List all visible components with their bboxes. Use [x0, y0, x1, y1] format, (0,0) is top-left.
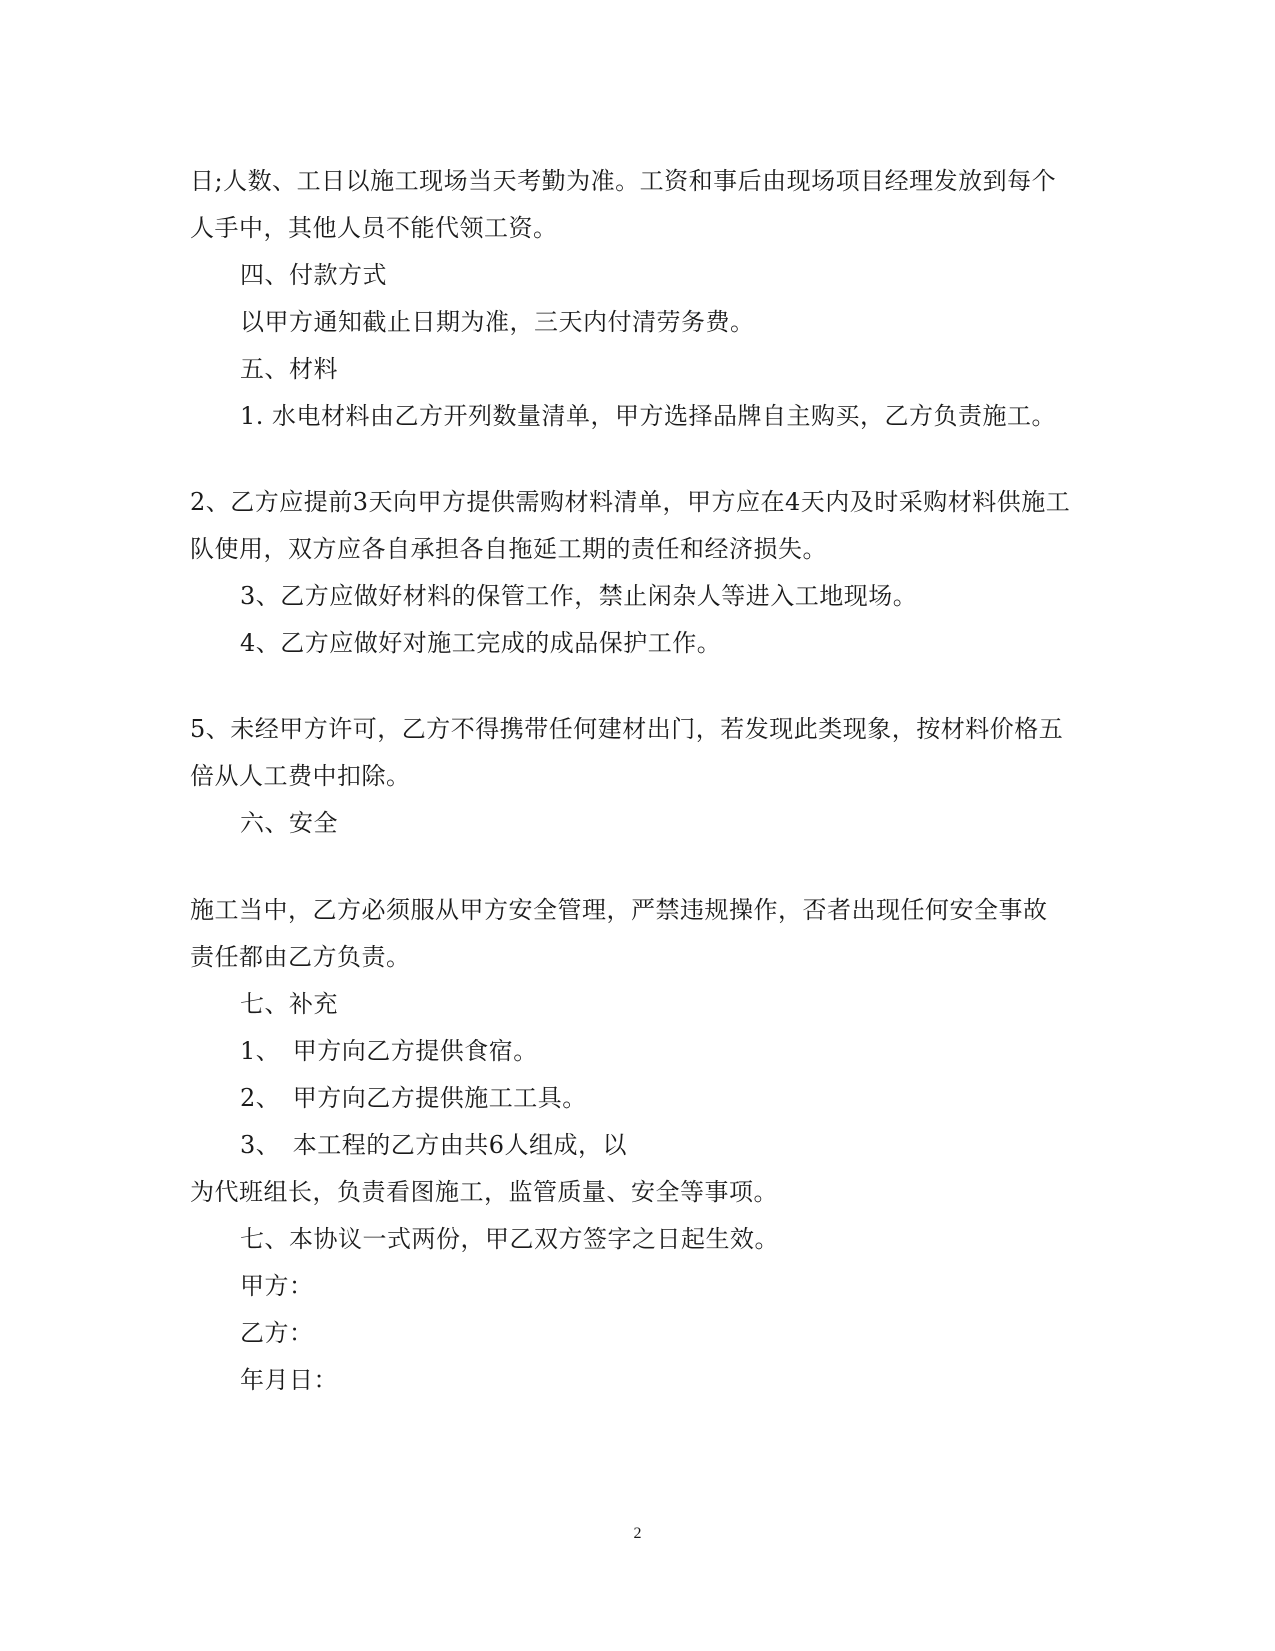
materials-item-5: 5、未经甲方许可，乙方不得携带任何建材出门，若发现此类现象，按材料价格五: [190, 715, 1064, 743]
section-heading-materials: 五、材料: [240, 355, 338, 383]
body-line-payment: 以甲方通知截止日期为准，三天内付清劳务费。: [240, 308, 755, 336]
section-heading-safety: 六、安全: [240, 809, 338, 837]
materials-item-1: 1. 水电材料由乙方开列数量清单，甲方选择品牌自主购买，乙方负责施工。: [240, 402, 1057, 430]
supplement-item-3: 3、 本工程的乙方由共6人组成，以: [240, 1131, 628, 1159]
supplement-item-2: 2、 甲方向乙方提供施工工具。: [240, 1084, 587, 1112]
body-line-safety: 施工当中，乙方必须服从甲方安全管理，严禁违规操作，否者出现任何安全事故: [190, 896, 1048, 924]
party-a-signature: 甲方：: [240, 1272, 314, 1300]
materials-item-2-cont: 队使用，双方应各自承担各自拖延工期的责任和经济损失。: [190, 535, 827, 563]
supplement-item-3-cont: 为代班组长，负责看图施工，监管质量、安全等事项。: [190, 1178, 778, 1206]
party-b-signature: 乙方：: [240, 1319, 314, 1347]
section-heading-payment: 四、付款方式: [240, 261, 387, 289]
page-number: 2: [633, 1525, 642, 1542]
agreement-clause: 七、本协议一式两份，甲乙双方签字之日起生效。: [240, 1225, 779, 1253]
materials-item-2: 2、乙方应提前3天向甲方提供需购材料清单，甲方应在4天内及时采购材料供施工: [190, 488, 1071, 516]
materials-item-5-cont: 倍从人工费中扣除。: [190, 762, 411, 790]
section-heading-supplement: 七、补充: [240, 990, 338, 1018]
body-line-2: 人手中，其他人员不能代领工资。: [190, 214, 558, 242]
materials-item-4: 4、乙方应做好对施工完成的成品保护工作。: [240, 629, 722, 657]
signing-date: 年月日：: [240, 1366, 338, 1394]
supplement-item-1: 1、 甲方向乙方提供食宿。: [240, 1037, 538, 1065]
body-line-1: 日;人数、工日以施工现场当天考勤为准。工资和事后由现场项目经理发放到每个: [190, 167, 1057, 195]
body-line-safety-cont: 责任都由乙方负责。: [190, 943, 411, 971]
materials-item-3: 3、乙方应做好材料的保管工作，禁止闲杂人等进入工地现场。: [240, 582, 918, 610]
